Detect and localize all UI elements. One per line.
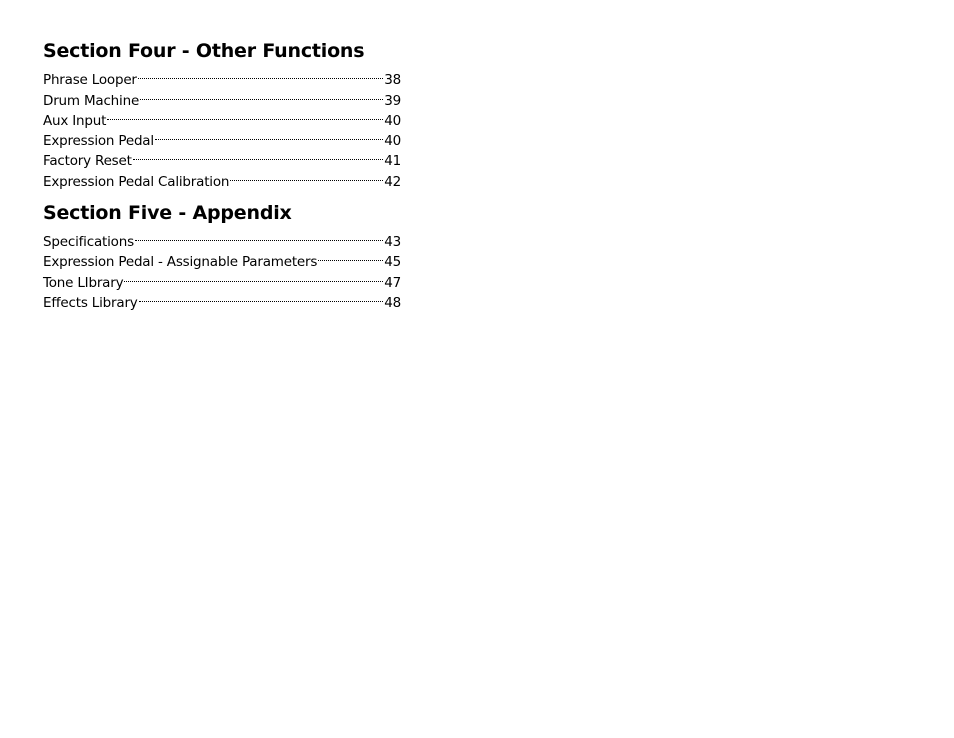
toc-entry-label: Effects Library	[43, 294, 138, 311]
toc-entry-label: Specifications	[43, 234, 134, 251]
toc-entry-page: 43	[384, 234, 401, 251]
dot-leader	[107, 105, 383, 125]
toc-entry-specifications[interactable]	[43, 226, 401, 251]
toc-entry-list	[43, 64, 401, 190]
toc-entry-label: Factory Reset	[43, 153, 132, 170]
dot-leader	[133, 145, 384, 165]
section-title: Section Four - Other Functions	[43, 40, 365, 62]
toc-entry-page: 40	[384, 112, 401, 129]
toc-entry-page: 42	[384, 173, 401, 190]
toc-entry-label: Tone LIbrary	[43, 274, 124, 291]
toc-entry-page: 45	[384, 254, 401, 271]
table-of-contents	[43, 38, 401, 311]
dot-leader	[140, 84, 383, 104]
dot-leader	[230, 165, 383, 185]
toc-entry-page: 41	[384, 153, 401, 170]
dot-leader	[124, 266, 383, 286]
section-title: Section Five - Appendix	[43, 201, 292, 224]
toc-entry-page: 38	[384, 72, 401, 89]
dot-leader	[138, 64, 383, 84]
toc-entry-page: 39	[384, 92, 401, 109]
dot-leader	[155, 125, 383, 145]
toc-entry-list	[43, 226, 401, 311]
toc-entry-label: Expression Pedal - Assignable Parameters	[43, 254, 318, 271]
toc-section-five	[43, 200, 401, 311]
toc-entry-label: Phrase Looper	[43, 72, 137, 89]
toc-entry-label: Expression Pedal	[43, 133, 154, 150]
toc-entry-page: 47	[384, 274, 401, 291]
dot-leader	[318, 246, 383, 266]
dot-leader	[135, 226, 383, 246]
toc-entry-page: 48	[384, 294, 401, 311]
toc-entry-label: Aux Input	[43, 112, 107, 129]
toc-entry-page: 40	[384, 133, 401, 150]
toc-entry-label: Expression Pedal Calibration	[43, 173, 230, 190]
toc-section-four	[43, 38, 401, 190]
toc-entry-phrase-looper[interactable]	[43, 64, 401, 89]
dot-leader	[139, 287, 384, 307]
toc-entry-label: Drum Machine	[43, 92, 140, 109]
